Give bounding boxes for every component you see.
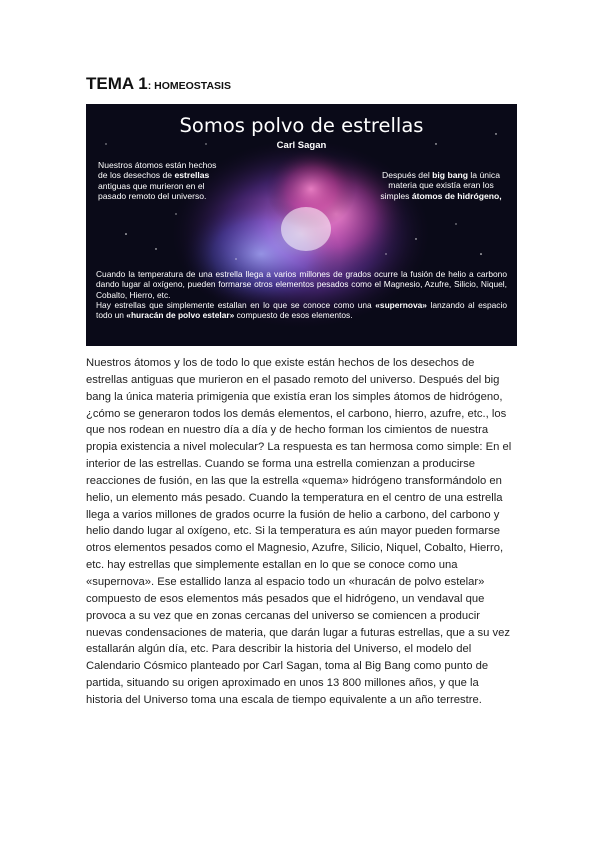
banner-bottom-paragraph-1: Cuando la temperatura de una estrella llega a varios millones de grados ocurre la fusión de helio a carbono dando lugar al oxígeno, pueden formarse otros elementos pesados como el Magnesio, Azufre, Silicio, Niquel, Cobalto, Hierro, etc. (96, 269, 507, 300)
banner-right-caption (377, 170, 505, 201)
right-caption-text-1: Después del (382, 170, 433, 180)
bottom-p2-text-2: lanzando al espacio todo un (96, 299, 507, 321)
left-caption-bold: estrellas (174, 170, 210, 181)
body-paragraph: Nuestros átomos y los de todo lo que existe están hechos de los desechos de estrellas antiguas que murieron en el pasado remoto del universo. Después del big bang la única materia primigenia que existía eran los simples átomos de hidrógeno, ¿cómo se generaron todos los demás elementos, el carbono, hierro, azufre, etc., los que nos rodean en nuestro día a día y de hecho forman los cimientos de nuestra propia existencia a nivel molecular? La respuesta es tan hermosa como simple: En el interior de las estrellas. Cuando se forma una estrella comienzan a producirse reacciones de fusión, en las que la estrella «quema» hidrógeno transformándolo en helio, un elemento más pesado. Cuando la temperatura en el centro de una estrella llega a varios millones de grados ocurre la fusión de helio a carbono, del carbono y helio dando lugar al oxígeno, etc. Si la temperatura es aún mayor pueden formarse otros elementos pesados como el Magnesio, Azufre, Silicio, Niquel, Cobalto, Hierro, etc. hay estrellas que simplemente estallan en lo que se conoce como una «supernova». Ese estallido lanza al espacio todo un «huracán de polvo estelar» compuesto de esos elementos más pesados que el hidrógeno, un vendaval que provoca a su vez que en zonas cercanas del universo se comiencen a producir nuevas condensaciones de materia, que darán lugar a futuras estrellas, que a su vez estallarán algún día, etc. Para describir la historia del Universo, el modelo del Calendario Cósmico planteado por Carl Sagan, toma al Big Bang como punto de partida, situando su origen aproximado en unos 13 800 millones años, y que la historia del Universo toma una escala de tiempo equivalente a un año terrestre. (86, 357, 512, 706)
right-caption-bold-1: big bang (432, 170, 468, 180)
left-caption-text-2: antiguas que murieron en el pasado remoto del universo. (98, 180, 207, 202)
banner-bottom-paragraph-2 (96, 300, 507, 321)
bottom-p2-bold-1: «supernova» (375, 299, 427, 310)
bottom-p2-text-3: compuesto de esos elementos. (234, 310, 353, 321)
document-heading (86, 74, 231, 94)
banner-bottom-caption (96, 269, 507, 320)
banner-title: Somos polvo de estrellas (179, 114, 424, 137)
banner-author: Carl Sagan (276, 140, 327, 151)
heading-subtitle: : HOMEOSTASIS (147, 80, 231, 92)
banner-left-caption (98, 160, 222, 202)
bottom-p2-bold-2: «huracán de polvo estelar» (126, 310, 235, 321)
nebula-banner-image (86, 104, 517, 346)
left-caption-text-1: Nuestros átomos están hechos de los desechos de (98, 160, 217, 181)
bottom-p2-text-1: Hay estrellas que simplemente estallan en lo que se conoce como una (96, 299, 376, 310)
right-caption-text-2: la única materia que existía eran los simples (380, 170, 500, 201)
heading-title: TEMA 1 (86, 74, 148, 93)
right-caption-bold-2: átomos de hidrógeno, (411, 190, 502, 201)
